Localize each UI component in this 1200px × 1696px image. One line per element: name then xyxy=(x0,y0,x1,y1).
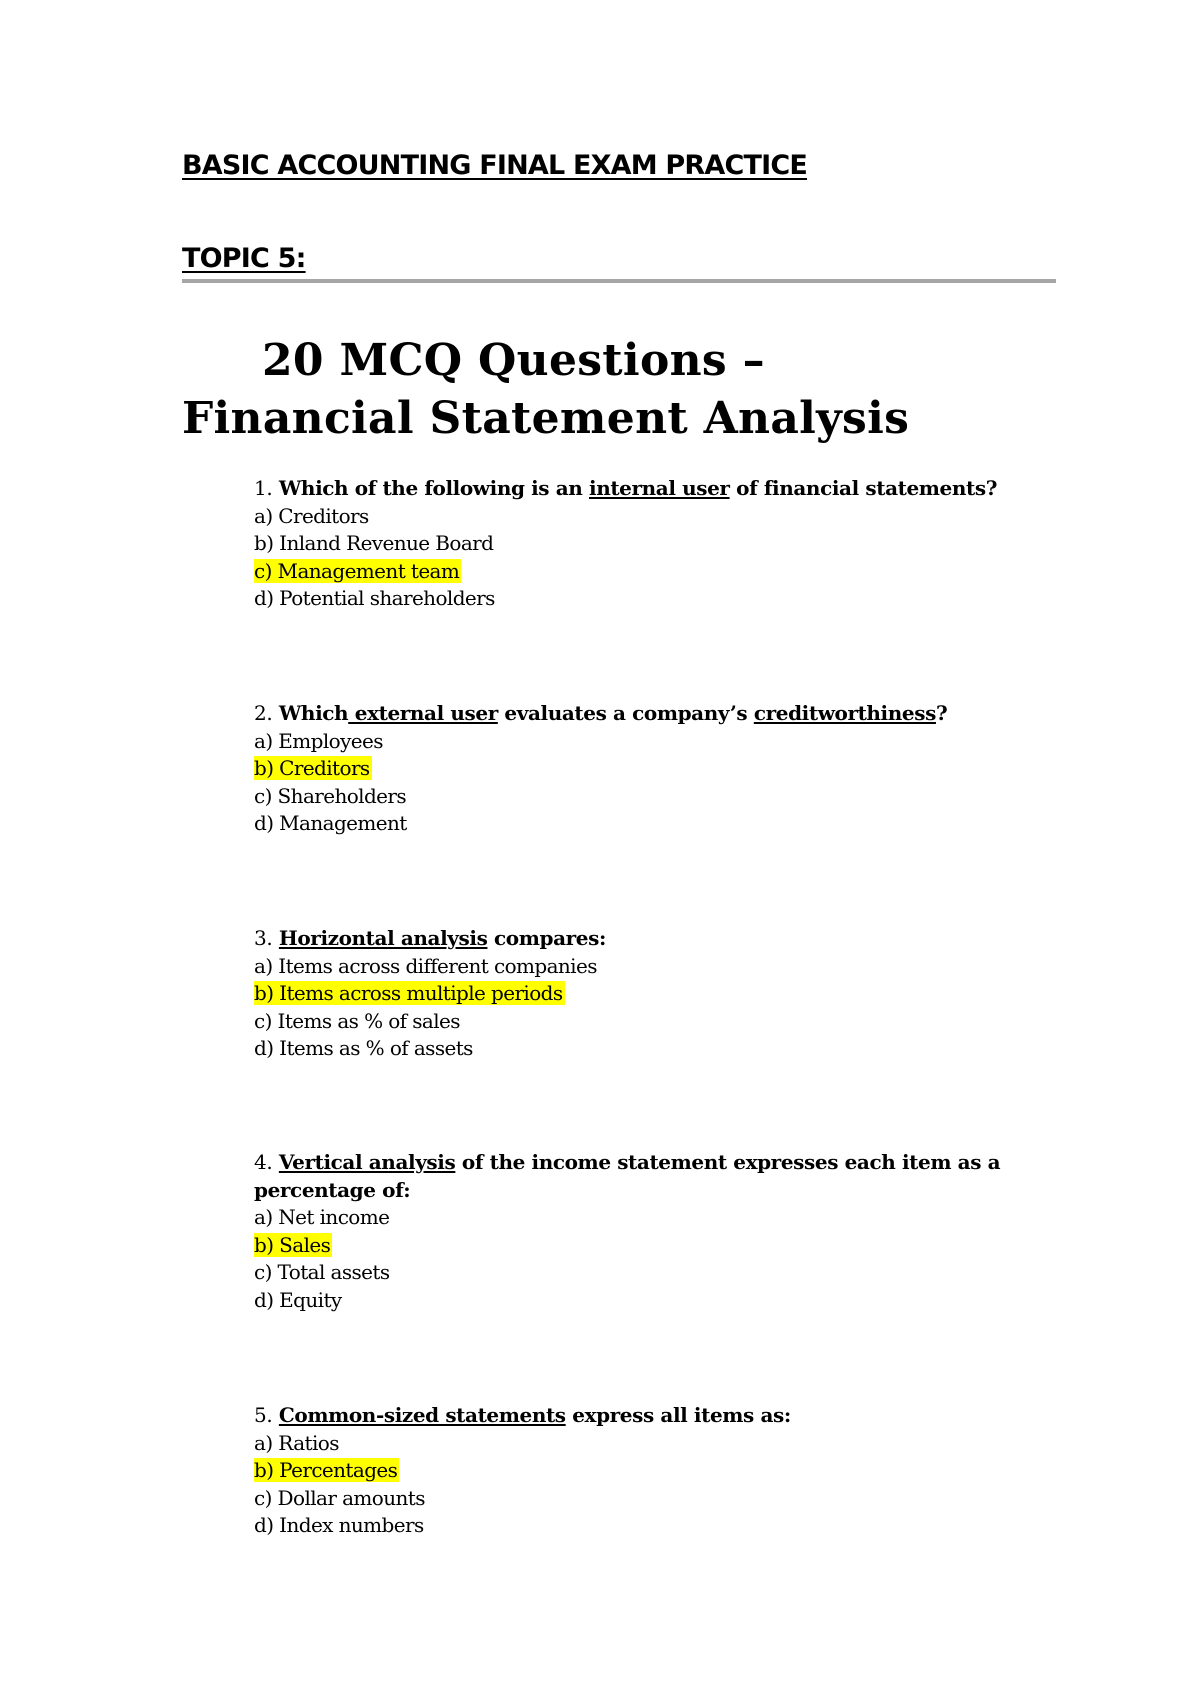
question-text-part: ? xyxy=(935,701,948,725)
underlined-term: Vertical analysis xyxy=(278,1150,456,1174)
question-text-part: express all items as: xyxy=(565,1403,791,1427)
question-number: 1. xyxy=(254,476,273,500)
answer-option-b-highlighted[interactable] xyxy=(254,1457,1014,1485)
question-text xyxy=(254,1402,1014,1430)
question-2 xyxy=(254,700,1014,838)
question-text-part: of the income statement expresses each item as a percentage of: xyxy=(254,1150,1001,1202)
option-label: c) Dollar amounts xyxy=(254,1485,425,1510)
answer-option-c[interactable] xyxy=(254,1008,1014,1036)
option-label: a) Items across different companies xyxy=(254,953,597,978)
question-number: 3. xyxy=(254,926,273,950)
answer-option-c[interactable] xyxy=(254,783,1014,811)
option-label: d) Management xyxy=(254,811,407,835)
option-label: a) Ratios xyxy=(254,1430,339,1455)
answer-option-c-highlighted[interactable] xyxy=(254,558,1014,586)
question-text-part: Which of the following is an xyxy=(278,476,589,500)
horizontal-rule xyxy=(182,279,1056,283)
question-text xyxy=(254,700,1014,728)
answer-option-d[interactable] xyxy=(254,810,1014,838)
answer-option-b-highlighted[interactable] xyxy=(254,1232,1014,1260)
question-5 xyxy=(254,1402,1014,1540)
heading-line-2: Financial Statement Analysis xyxy=(182,393,910,444)
option-label: b) Percentages xyxy=(254,1458,398,1482)
question-text-part: evaluates a company’s xyxy=(497,701,754,725)
question-4 xyxy=(254,1149,1014,1314)
document-title: BASIC ACCOUNTING FINAL EXAM PRACTICE xyxy=(182,150,808,181)
option-label: d) Potential shareholders xyxy=(254,586,495,610)
answer-option-c[interactable] xyxy=(254,1485,1014,1513)
question-number: 5. xyxy=(254,1403,273,1427)
option-label: d) Items as % of assets xyxy=(254,1036,473,1060)
answer-option-a[interactable] xyxy=(254,1204,1014,1232)
question-text-part: Which xyxy=(278,701,349,725)
option-label: a) Creditors xyxy=(254,503,369,528)
question-3 xyxy=(254,925,1014,1063)
answer-option-a[interactable] xyxy=(254,953,1014,981)
option-label: b) Sales xyxy=(254,1232,331,1257)
option-label: d) Equity xyxy=(254,1287,342,1312)
answer-option-c[interactable] xyxy=(254,1259,1014,1287)
answer-option-b-highlighted[interactable] xyxy=(254,980,1014,1008)
answer-option-d[interactable] xyxy=(254,1035,1014,1063)
option-label: b) Items across multiple periods xyxy=(254,981,563,1005)
answer-option-b[interactable] xyxy=(254,530,1014,558)
question-1 xyxy=(254,475,1014,613)
option-label: c) Total assets xyxy=(254,1260,390,1284)
question-text xyxy=(254,925,1014,953)
underlined-term: external user xyxy=(348,701,498,725)
question-number: 4. xyxy=(254,1150,273,1174)
option-label: c) Items as % of sales xyxy=(254,1008,460,1033)
answer-option-a[interactable] xyxy=(254,728,1014,756)
heading-line-1: 20 MCQ Questions – xyxy=(262,335,765,386)
option-label: b) Creditors xyxy=(254,756,370,780)
answer-option-b-highlighted[interactable] xyxy=(254,755,1014,783)
option-label: a) Employees xyxy=(254,728,383,753)
underlined-term: creditworthiness xyxy=(753,701,936,725)
answer-option-a[interactable] xyxy=(254,1430,1014,1458)
section-heading xyxy=(182,332,1082,448)
answer-option-d[interactable] xyxy=(254,585,1014,613)
question-text xyxy=(254,475,1014,503)
underlined-term: Horizontal analysis xyxy=(278,926,488,950)
question-text-part: of financial statements? xyxy=(729,476,998,500)
underlined-term: Common-sized statements xyxy=(278,1403,566,1427)
answer-option-a[interactable] xyxy=(254,503,1014,531)
answer-option-d[interactable] xyxy=(254,1287,1014,1315)
topic-label: TOPIC 5: xyxy=(182,243,306,274)
question-text xyxy=(254,1149,1014,1204)
option-label: c) Management team xyxy=(254,558,460,583)
option-label: c) Shareholders xyxy=(254,783,407,808)
option-label: d) Index numbers xyxy=(254,1513,424,1537)
question-text-part: compares: xyxy=(487,926,606,950)
answer-option-d[interactable] xyxy=(254,1512,1014,1540)
question-number: 2. xyxy=(254,701,273,725)
underlined-term: internal user xyxy=(589,476,730,500)
option-label: b) Inland Revenue Board xyxy=(254,531,494,555)
option-label: a) Net income xyxy=(254,1205,390,1229)
